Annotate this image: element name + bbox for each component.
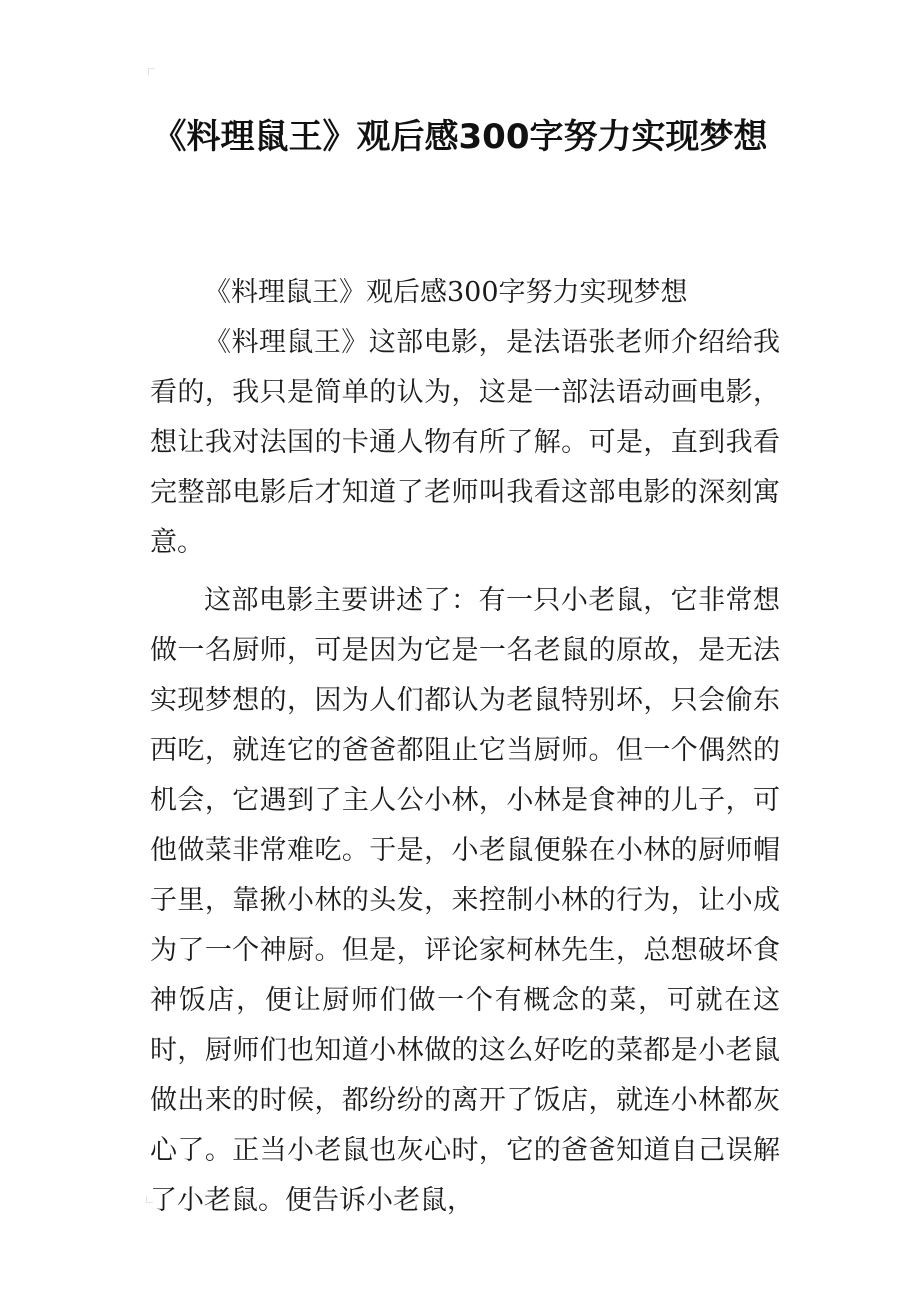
body-paragraph: 这部电影主要讲述了：有一只小老鼠，它非常想做一名厨师，可是因为它是一名老鼠的原故，是无法实现梦想的，因为人们都认为老鼠特别坏，只会偷东西吃，就连它的爸爸都阻止它当厨师。但一个偶然的机会，它遇到了主人公小林，小林是食神的儿子，可他做菜非常难吃。于是，小老鼠便躲在小林的厨师帽子里，靠揪小林的头发，来控制小林的行为，让小成为了一个神厨。但是，评论家柯林先生，总想破坏食神饭店，便让厨师们做一个有概念的菜，可就在这时，厨师们也知道小林做的这么好吃的菜都是小老鼠做出来的时候，都纷纷的离开了饭店，就连小林都灰心了。正当小老鼠也灰心时，它的爸爸知道自己误解了小老鼠。便告诉小老鼠， [150,585,780,1216]
corner-mark [148,68,155,75]
body-paragraph: 《料理鼠王》这部电影，是法语张老师介绍给我看的，我只是简单的认为，这是一部法语动画电影，想让我对法国的卡通人物有所了解。可是，直到我看完整部电影后才知道了老师叫我看这部电影的深刻寓意。 [150,327,780,558]
subtitle-paragraph: 《料理鼠王》观后感300字努力实现梦想 [204,277,688,308]
document-body [150,268,780,1226]
document-title: 《料理鼠王》观后感300字努力实现梦想 [152,117,768,157]
